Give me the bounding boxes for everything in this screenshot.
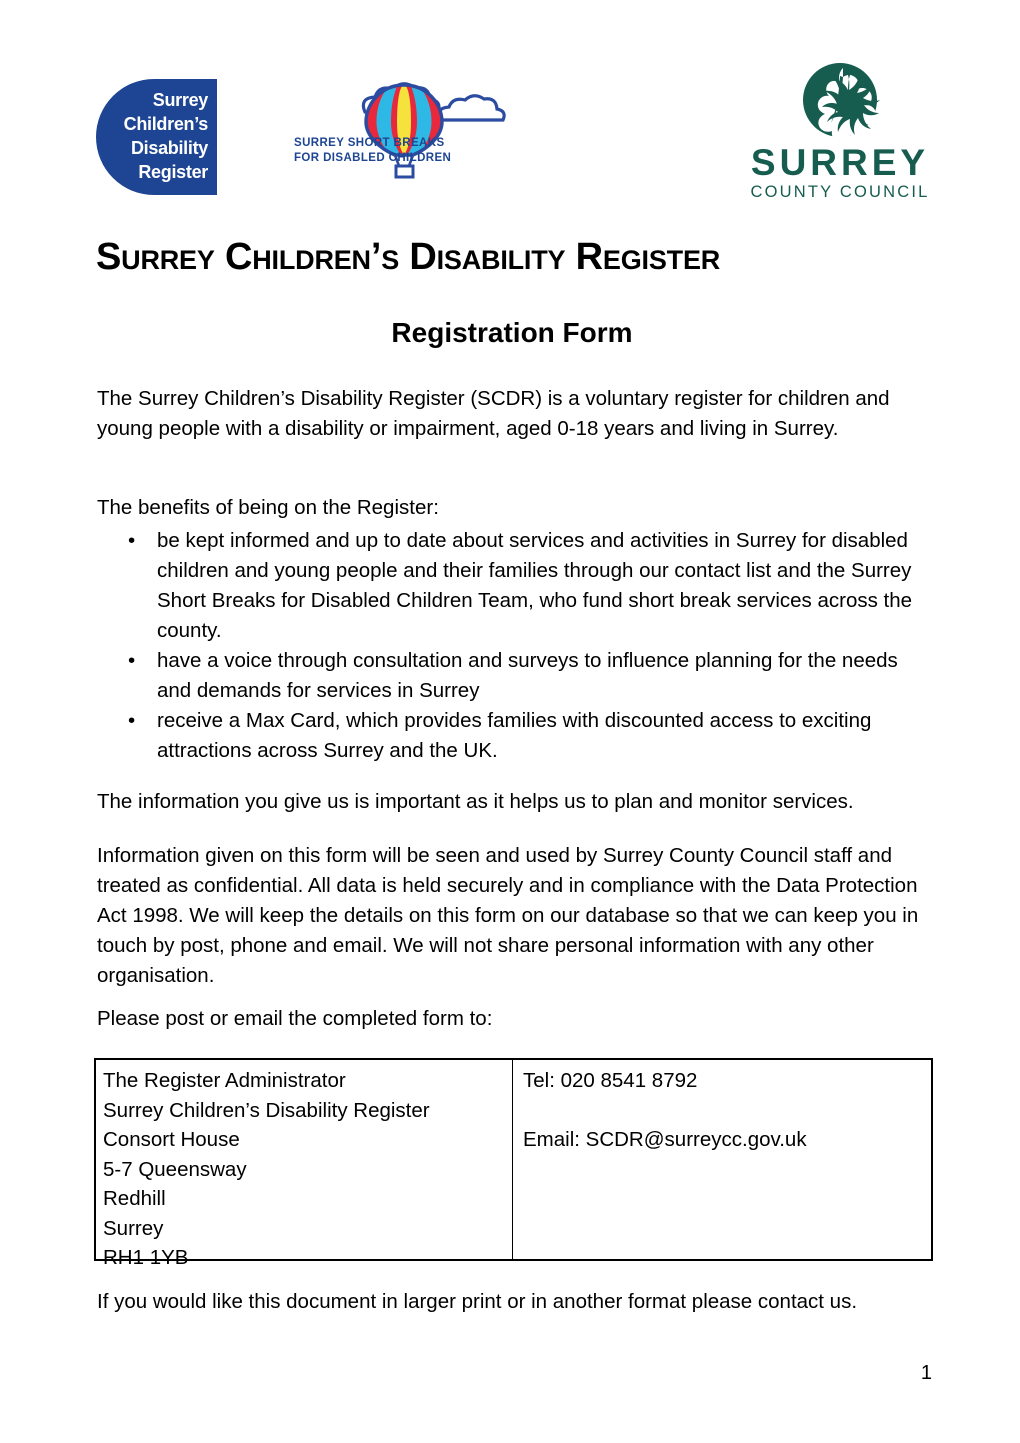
address-line: The Register Administrator [103, 1069, 346, 1092]
short-breaks-caption-line-1: SURREY SHORT BREAKS [294, 137, 445, 149]
scdr-logo-line-1: Surrey [152, 90, 208, 110]
telephone-line: Tel: 020 8541 8792 [523, 1069, 698, 1092]
scdr-logo-line-2: Children’s [123, 114, 208, 134]
address-line: Surrey [103, 1216, 164, 1240]
scdr-logo-line-4: Register [138, 162, 208, 182]
list-item-label: receive a Max Card, which provides families with discounted access to exciting attractions across Surrey and the UK. [157, 709, 872, 762]
bullet-icon: • [128, 709, 136, 732]
page-subtitle: Registration Form [391, 317, 633, 348]
intro-text: The Surrey Children’s Disability Register (SCDR) is a voluntary register for children and young people with a disability or impairment, aged 0-18 years and living in Surrey. [97, 387, 890, 440]
contact-address-table [94, 1058, 933, 1269]
intro-paragraph [97, 384, 909, 444]
contact-address-cell [96, 1060, 513, 1269]
contact-details-cell [513, 1060, 931, 1259]
list-item-label: be kept informed and up to date about services and activities in Surrey for disabled children and young people and their families through our contact list and the Surrey Short Breaks for Disabled Children Team, who fund short break services across the county. [157, 529, 913, 642]
surrey-county-council-logo [735, 62, 945, 210]
accessibility-text: If you would like this document in larger print or in another format please contact us. [97, 1290, 858, 1313]
list-item [128, 646, 928, 706]
logo-header-row [0, 0, 1020, 228]
hot-air-balloon-icon [290, 74, 520, 184]
surrey-childrens-disability-register-logo [96, 79, 217, 195]
confidentiality-text: Information given on this form will be seen and used by Surrey County Council staff and treated as confidential. All data is held securely and in compliance with the Data Protection Act 1998. We will keep the details on this form on our database so that we can keep you in touch by post, phone and email. We will not share personal information with any other organisation. [97, 844, 919, 987]
surrey-county-council-wordmark: SURREY [750, 142, 930, 183]
short-breaks-caption-line-2: FOR DISABLED CHILDREN [294, 152, 452, 164]
address-line: 5-7 Queensway [103, 1157, 247, 1181]
surrey-county-council-subwordmark: COUNTY COUNCIL [750, 183, 930, 201]
bullet-icon: • [128, 529, 136, 552]
benefits-lead-text: The benefits of being on the Register: [97, 496, 439, 519]
address-line: Surrey Children’s Disability Register [103, 1098, 430, 1122]
importance-text: The information you give us is important as it helps us to plan and monitor services. [97, 790, 854, 813]
contact-spacer [523, 1096, 931, 1126]
post-instruction-text: Please post or email the completed form to: [97, 1007, 493, 1030]
surrey-short-breaks-logo [290, 74, 520, 184]
accessibility-paragraph [97, 1287, 921, 1317]
bullet-icon: • [128, 649, 136, 672]
importance-paragraph [97, 787, 927, 817]
list-item-label: have a voice through consultation and surveys to influence planning for the needs and demands for services in Surrey [157, 649, 898, 702]
oak-leaf-roundel-icon [796, 62, 884, 142]
page-title: Surrey Children’s Disability Register [96, 236, 721, 278]
scdr-logo-line-3: Disability [130, 138, 208, 158]
address-line: RH1 1YB [103, 1246, 189, 1269]
page-number: 1 [920, 1362, 932, 1384]
short-breaks-caption [294, 136, 451, 166]
address-line: Redhill [103, 1187, 166, 1210]
list-item [128, 526, 928, 646]
list-item [128, 706, 928, 766]
confidentiality-paragraph [97, 841, 929, 991]
address-line: Consort House [103, 1128, 240, 1151]
benefits-lead-paragraph [97, 493, 917, 523]
benefits-list [128, 526, 928, 766]
email-line: Email: SCDR@surreycc.gov.uk [523, 1128, 807, 1151]
post-instruction-paragraph [97, 1004, 917, 1034]
